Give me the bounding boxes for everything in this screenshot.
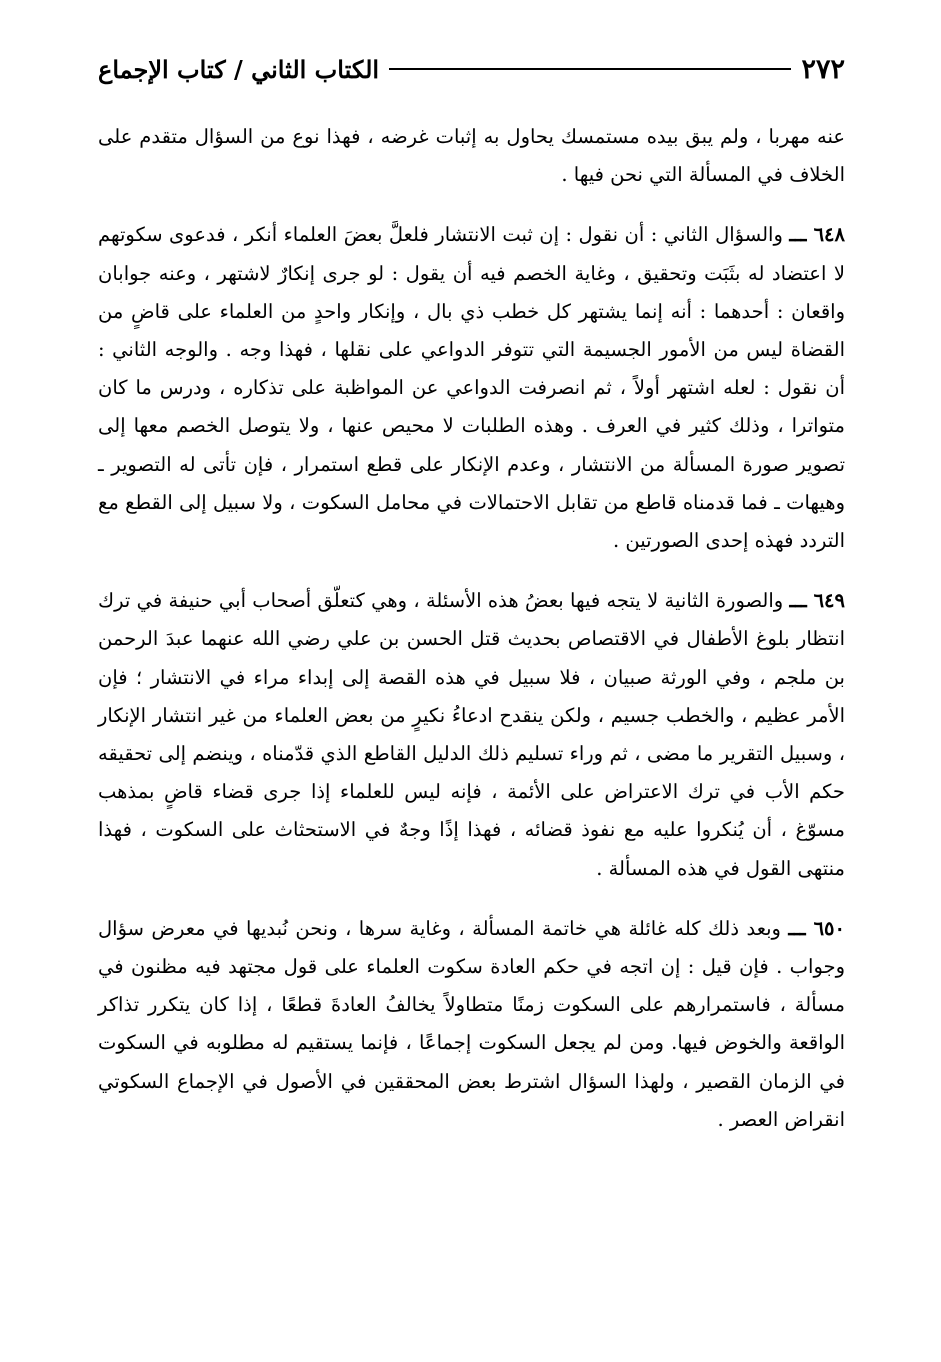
- paragraph: [98, 118, 845, 194]
- paragraph: [98, 582, 845, 888]
- paragraph-text: وبعد ذلك كله غائلة هي خاتمة المسألة ، وغاية سرها ، ونحن نُبديها في معرض سؤال وجواب . فإن قيل : إن اتجه في حكم العادة سكوت العلماء على قول مجتهد فيه مظنون في مسألة ، فاستمرارهم على السكوت زمنًا متطاولاً يخالفُ العادةَ قطعًا ، إذا كان يتكرر تذاكر الواقعة والخوض فيها. ومن لم يجعل السكوت إجماعًا ، فإنما يستقيم له مطلوبه في السكوت في الزمان القصير ، ولهذا السؤال اشترط بعض المحققين في الأصول في الإجماع السكوتي انقراض العصر .: [98, 916, 845, 1131]
- paragraph-text: عنه مهربا ، ولم يبق بيده مستمسك يحاول به إثبات غرضه ، فهذا نوع من السؤال متقدم على الخلاف في المسألة التي نحن فيها .: [98, 125, 845, 187]
- page-body: [98, 118, 845, 1139]
- number-dash: ـــ: [788, 916, 814, 940]
- number-dash: ـــ: [789, 589, 814, 613]
- page-number: ٢٧٢: [801, 53, 845, 85]
- paragraph-number: ٦٤٨: [813, 223, 845, 247]
- paragraph-text: والصورة الثانية لا يتجه فيها بعضُ هذه الأسئلة ، وهي كتعلّق أصحاب أبي حنيفة في ترك انتظار بلوغ الأطفال في الاقتصاص بحديث قتل الحسن بن علي رضي الله عنهما عبدَ الرحمن بن ملجم ، وفي الورثة صبيان ، فلا سبيل في هذه القصة إلى إبداء مراء في الانتشار ؛ فإن الأمر عظيم ، والخطب جسيم ، ولكن ينقدح ادعاءُ نكيرٍ من بعض العلماء من غير انتشار الإنكار ، وسبيل التقرير ما مضى ، ثم وراء تسليم ذلك الدليل القاطع الذي قدّمناه ، وينضم إلى تحقيقه حكم الأب في ترك الاعتراض على الأئمة ، فإنه ليس للعلماء إذا جرى قضاء قاضٍ بمذهب مسوّغ ، أن يُنكروا عليه مع نفوذ قضائه ، فهذا إذًا وجهٌ في الاستحثاث على السكوت ، فهذا منتهى القول في هذه المسألة .: [98, 589, 845, 880]
- number-dash: ـــ: [789, 223, 814, 247]
- paragraph: [98, 216, 845, 560]
- paragraph-text: والسؤال الثاني : أن نقول : إن ثبت الانتشار فلعلَّ بعضَ العلماء أنكر ، فدعوى سكوتهم لا اعتضاد له بثَبَت وتحقيق ، وغاية الخصم فيه أن يقول : لو جرى إنكارٌ لاشتهر ، وعنه جوابان واقعان : أحدهما : أنه إنما يشتهر كل خطب ذي بال ، وإنكار واحدٍ من العلماء على قاضٍ من القضاة ليس من الأمور الجسيمة التي تتوفر الدواعي على نقلها ، فهذا وجه . والوجه الثاني : أن نقول : لعله اشتهر أولاً ، ثم انصرفت الدواعي عن المواظبة على تذكاره ، ودرس ما كان متواترا ، وذلك كثير في العرف . وهذه الطلبات لا محيص عنها ، ولا يتوصل الخصم معها إلى تصوير صورة المسألة من الانتشار ، وعدم الإنكار على قطع استمرار ، فإن تأتى له التصوير ـ وهيهات ـ فما قدمناه قاطع من تقابل الاحتمالات في محامل السكوت ، ولا سبيل إلى القطع مع التردد فهذه إحدى الصورتين .: [98, 223, 845, 553]
- paragraph-number: ٦٥٠: [813, 916, 845, 940]
- header-rule: [389, 68, 791, 70]
- paragraph-number: ٦٤٩: [813, 589, 845, 613]
- paragraph: [98, 910, 845, 1139]
- running-title: الكتاب الثاني / كتاب الإجماع: [98, 54, 380, 84]
- page-header: [98, 46, 845, 92]
